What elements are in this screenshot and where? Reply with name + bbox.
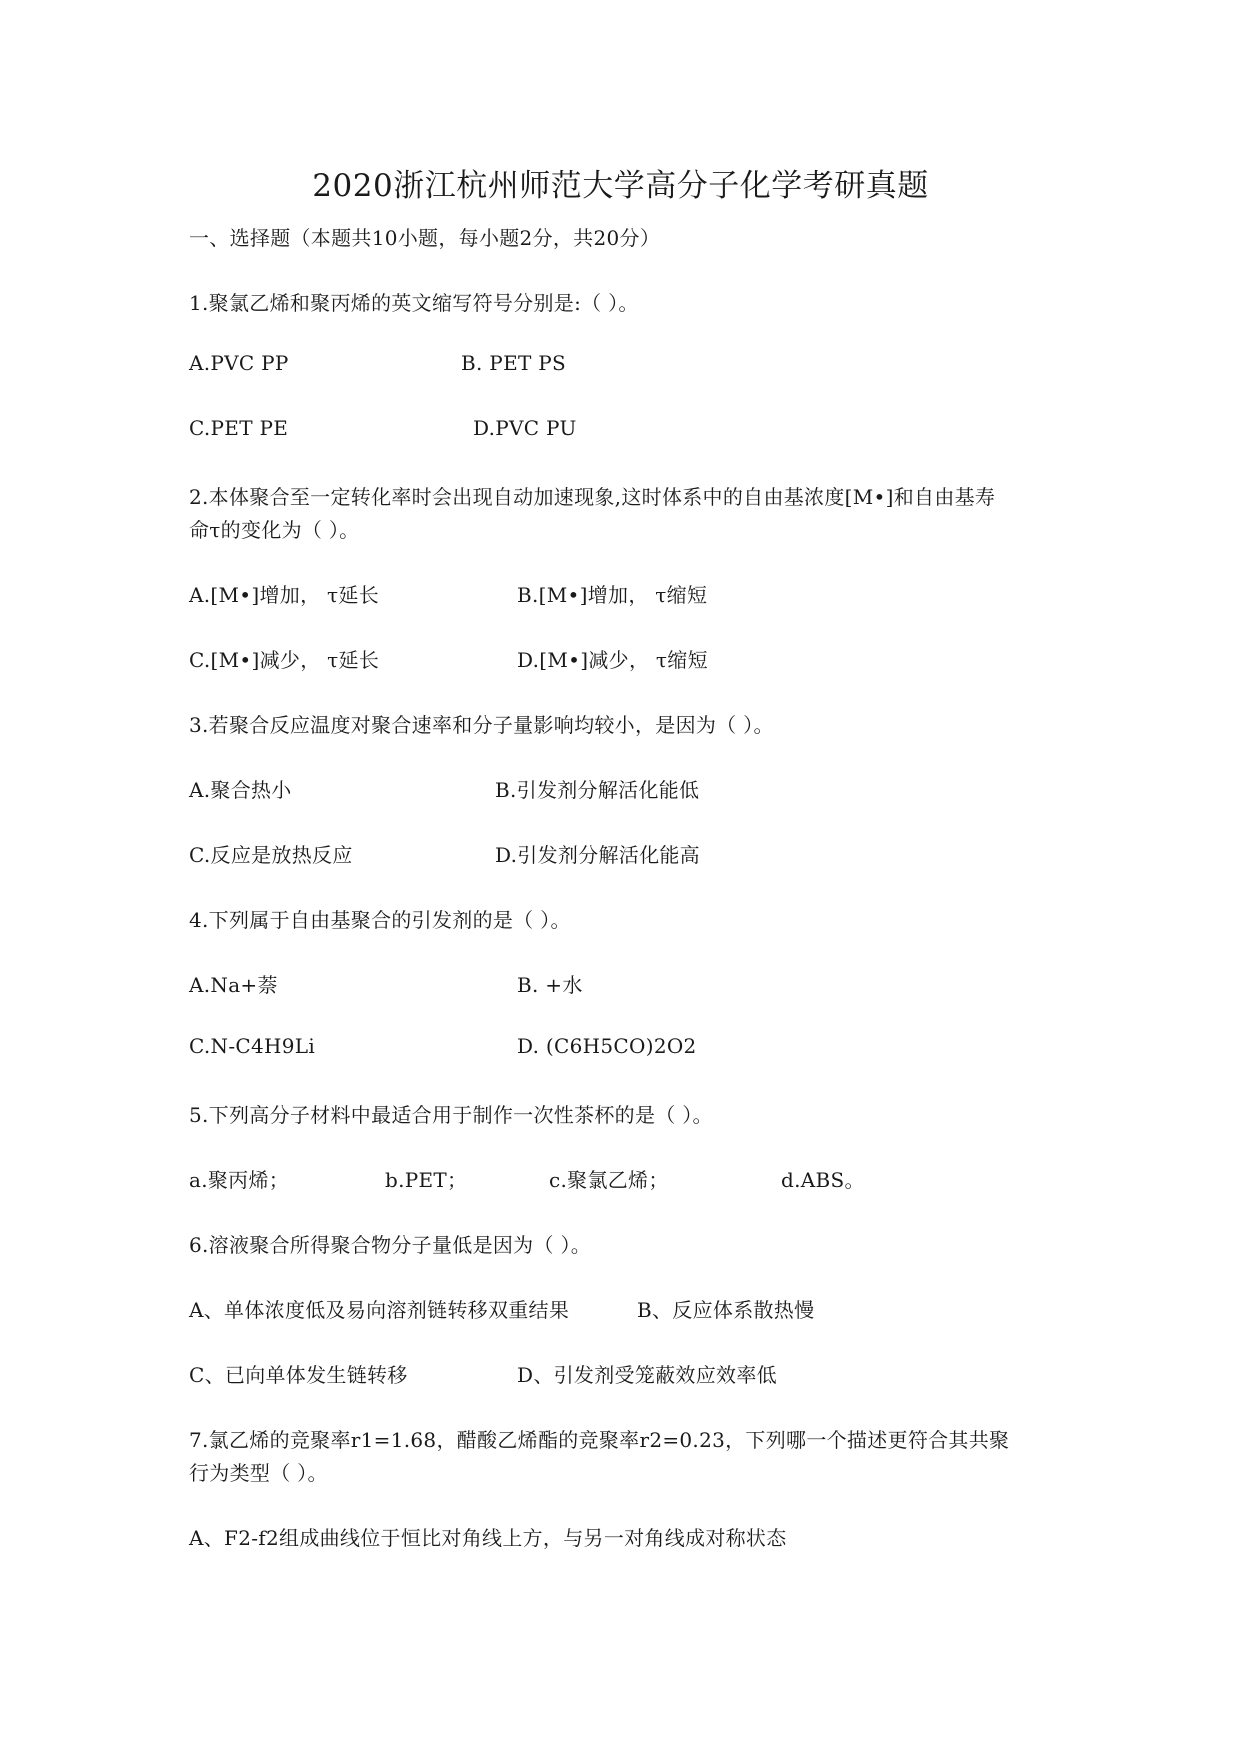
question-4-stem: 4.下列属于自由基聚合的引发剂的是（ ）。 [189, 908, 571, 932]
question-1-stem: 1.聚氯乙烯和聚丙烯的英文缩写符号分别是:（ ）。 [189, 291, 639, 315]
question-1-option-d: D.PVC PU [473, 416, 577, 440]
question-3-option-c: C.反应是放热反应 [189, 843, 353, 867]
question-3-option-a: A.聚合热小 [189, 778, 292, 802]
question-5-option-a: a.聚丙烯； [189, 1168, 290, 1192]
question-1-option-b: B. PET PS [461, 351, 567, 375]
question-6-option-c: C、已向单体发生链转移 [189, 1363, 408, 1387]
question-6-option-b: B、反应体系散热慢 [637, 1298, 815, 1322]
question-2-option-d: D.[M•]减少， τ缩短 [517, 648, 708, 672]
question-7-stem-line-1: 7.氯乙烯的竞聚率r1=1.68，醋酸乙烯酯的竞聚率r2=0.23，下列哪一个描述更符合其共聚 [189, 1428, 1010, 1452]
question-2-option-b: B.[M•]增加， τ缩短 [517, 583, 708, 607]
question-1-option-a: A.PVC PP [189, 351, 289, 375]
question-4-option-d: D. (C6H5CO)2O2 [517, 1034, 697, 1058]
question-5-option-c: c.聚氯乙烯； [549, 1168, 669, 1192]
question-6-stem: 6.溶液聚合所得聚合物分子量低是因为（ ）。 [189, 1233, 592, 1257]
question-2-stem-line-1: 2.本体聚合至一定转化率时会出现自动加速现象,这时体系中的自由基浓度[M•]和自由基寿 [189, 485, 996, 509]
question-3-option-b: B.引发剂分解活化能低 [495, 778, 700, 802]
question-7-stem-line-2: 行为类型（ ）。 [189, 1461, 328, 1485]
section-heading: 一、选择题（本题共10小题，每小题2分，共20分） [189, 226, 661, 250]
question-4-option-b: B. +水 [517, 973, 583, 997]
question-2-stem-line-2: 命τ的变化为（ ）。 [189, 518, 360, 542]
question-4-option-c: C.N-C4H9Li [189, 1034, 316, 1058]
question-1-option-c: C.PET PE [189, 416, 289, 440]
question-5-stem: 5.下列高分子材料中最适合用于制作一次性茶杯的是（ ）。 [189, 1103, 713, 1127]
question-6-option-a: A、单体浓度低及易向溶剂链转移双重结果 [189, 1298, 570, 1322]
question-2-option-a: A.[M•]增加， τ延长 [189, 583, 380, 607]
question-4-option-a: A.Na+萘 [189, 973, 278, 997]
question-3-stem: 3.若聚合反应温度对聚合速率和分子量影响均较小，是因为（ ）。 [189, 713, 774, 737]
question-5-option-b: b.PET； [385, 1168, 468, 1192]
question-7-option-a: A、F2-f2组成曲线位于恒比对角线上方，与另一对角线成对称状态 [189, 1526, 787, 1550]
page-title: 2020浙江杭州师范大学高分子化学考研真题 [312, 168, 929, 204]
question-2-option-c: C.[M•]减少， τ延长 [189, 648, 380, 672]
question-3-option-d: D.引发剂分解活化能高 [495, 843, 700, 867]
question-6-option-d: D、引发剂受笼蔽效应效率低 [517, 1363, 777, 1387]
question-5-option-d: d.ABS。 [781, 1168, 865, 1192]
